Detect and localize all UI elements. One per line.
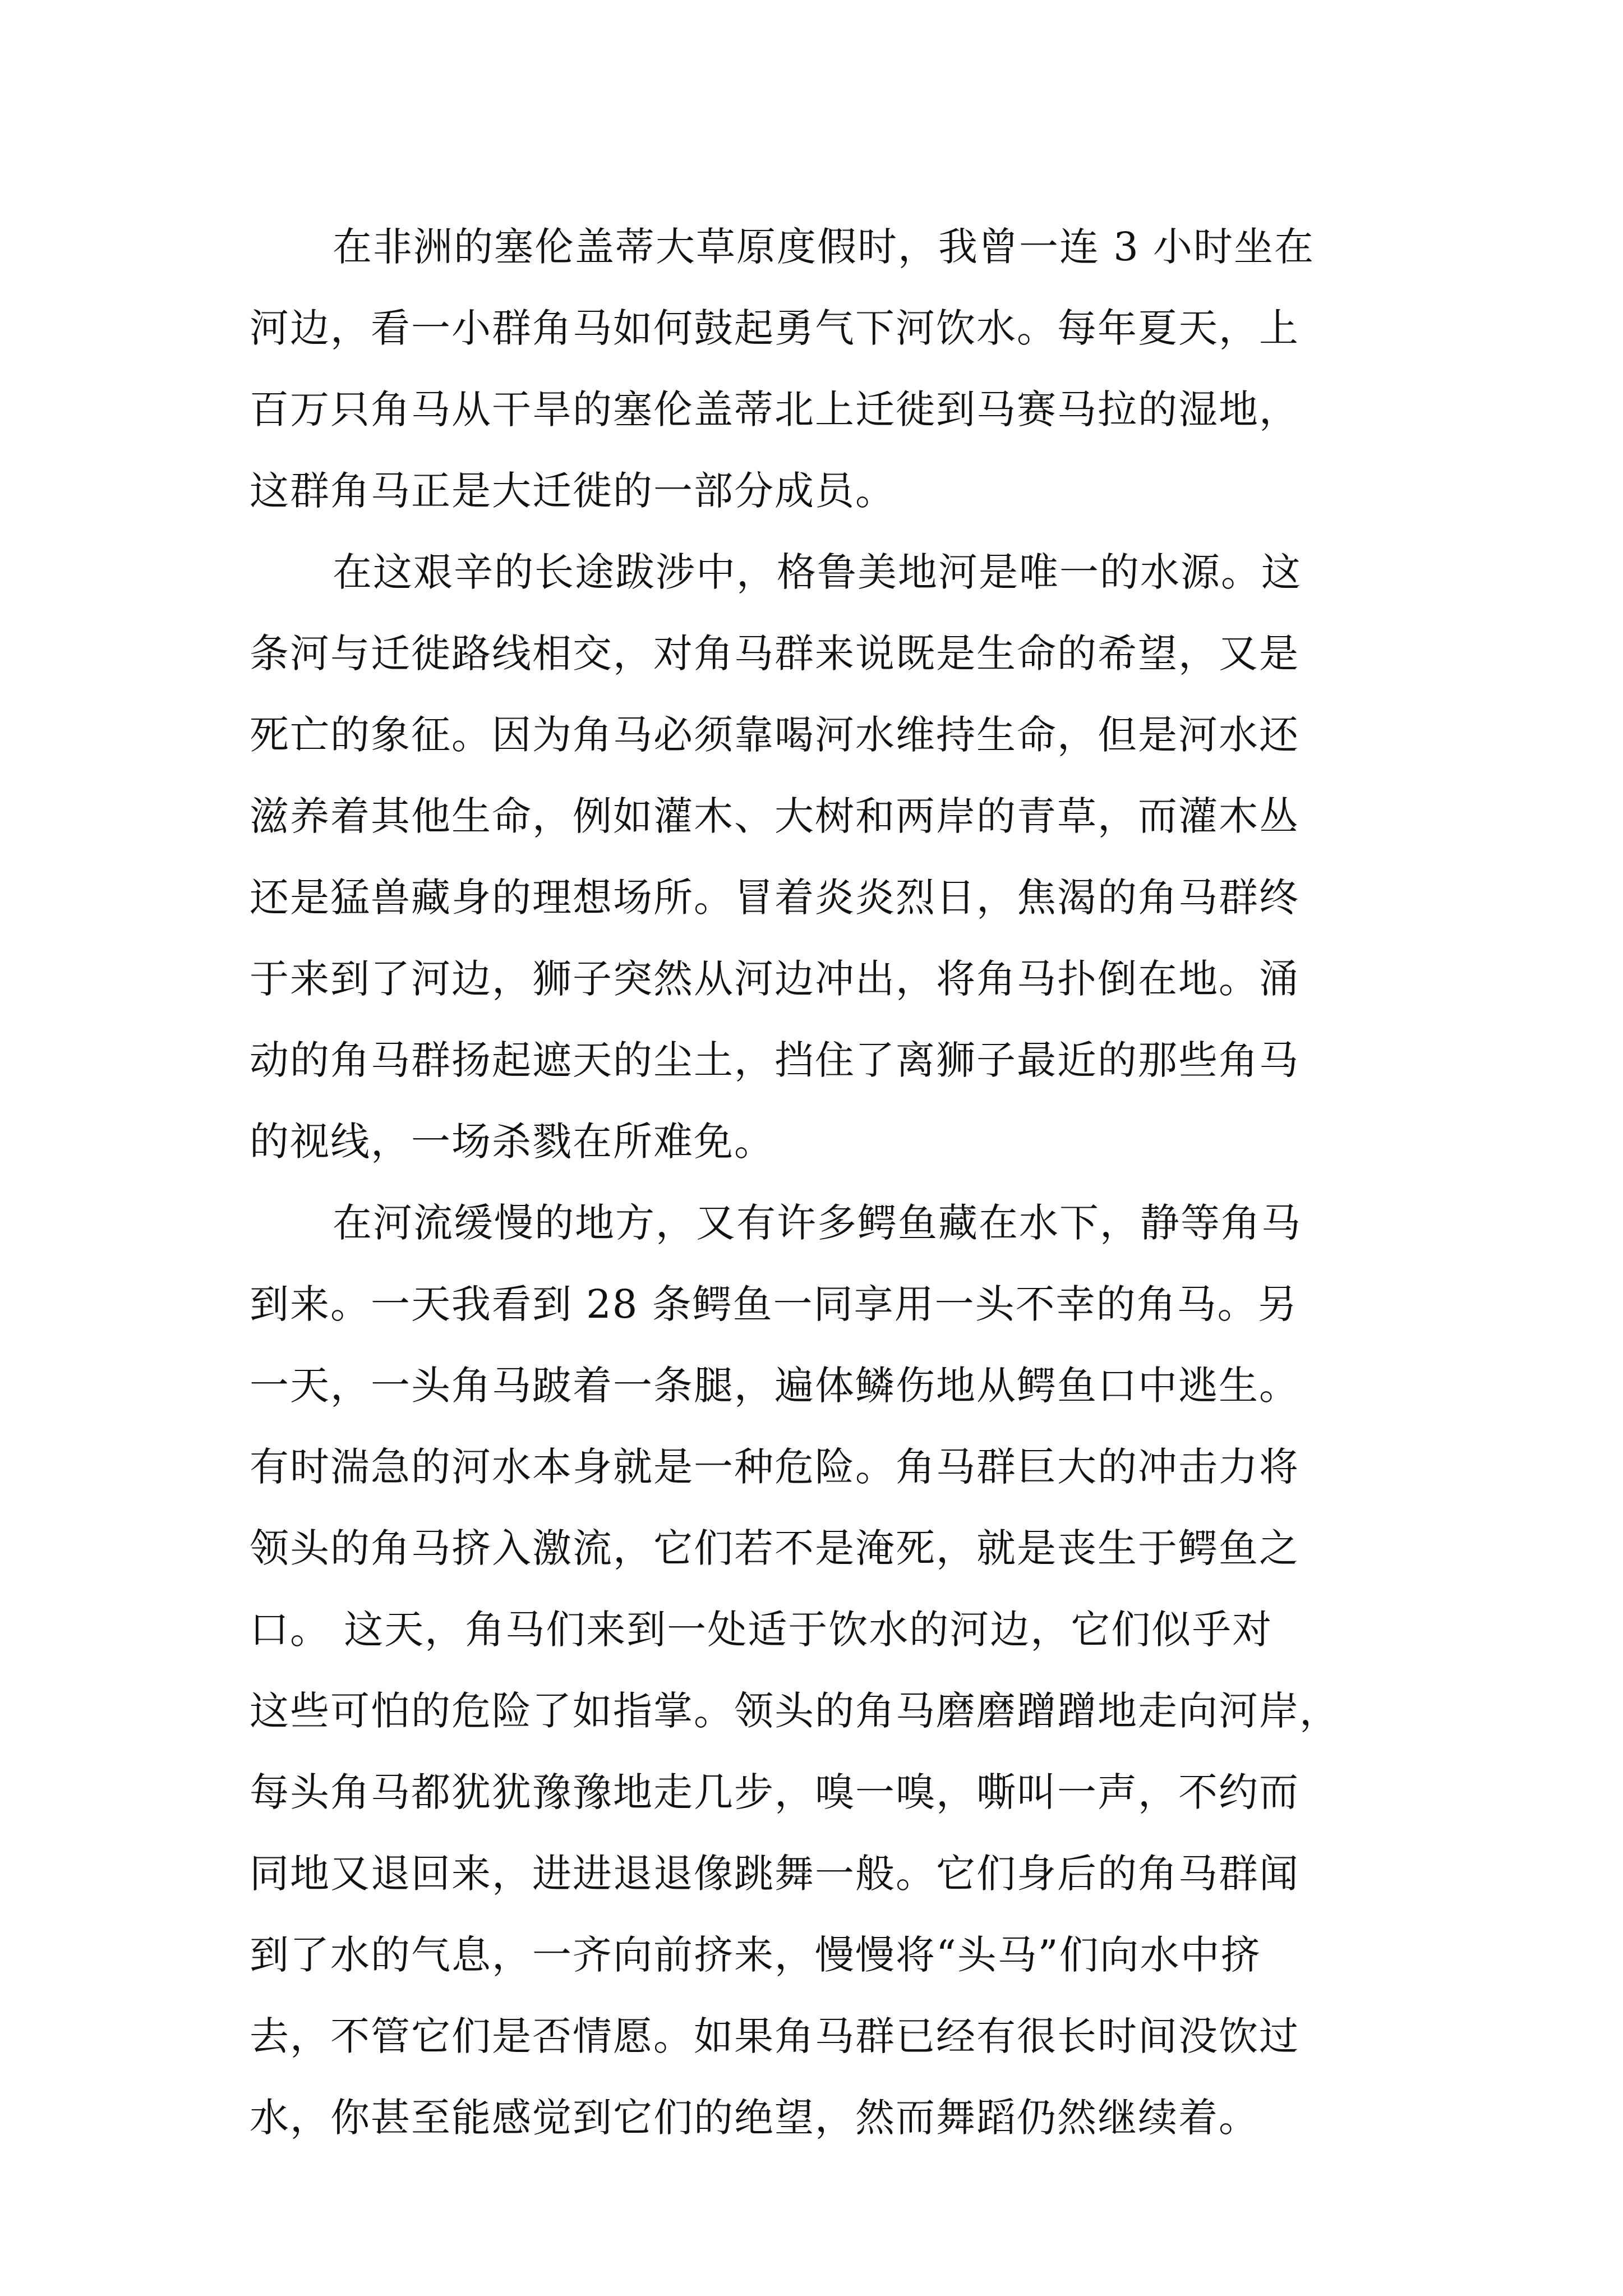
text-line: 于来到了河边，狮子突然从河边冲出，将角马扑倒在地。涌 (250, 956, 1299, 1002)
text-line: 河边，看一小群角马如何鼓起勇气下河饮水。每年夏天，上 (250, 305, 1299, 351)
text-line: 每头角马都犹犹豫豫地走几步，嗅一嗅，嘶叫一声，不约而 (250, 1769, 1299, 1815)
text-line: 百万只角马从干旱的塞伦盖蒂北上迁徙到马赛马拉的湿地， (250, 386, 1299, 432)
text-line: 领头的角马挤入激流，它们若不是淹死，就是丧生于鳄鱼之 (250, 1525, 1299, 1571)
text-line: 这群角马正是大迁徙的一部分成员。 (250, 468, 896, 514)
text-line: 死亡的象征。因为角马必须靠喝河水维持生命，但是河水还 (250, 712, 1299, 758)
text-line: 有时湍急的河水本身就是一种危险。角马群巨大的冲击力将 (250, 1444, 1299, 1490)
text-line: 在这艰辛的长途跋涉中，格鲁美地河是唯一的水源。这 (333, 549, 1302, 595)
text-line: 到了水的气息，一齐向前挤来，慢慢将“头马”们向水中挤 (250, 1932, 1261, 1978)
text-line: 条河与迁徙路线相交，对角马群来说既是生命的希望，又是 (250, 631, 1299, 677)
text-line: 的视线，一场杀戮在所难免。 (250, 1119, 774, 1165)
text-line: 同地又退回来，进进退退像跳舞一般。它们身后的角马群闻 (250, 1851, 1299, 1897)
text-line: 去，不管它们是否情愿。如果角马群已经有很长时间没饮过 (250, 2013, 1299, 2059)
text-line: 水，你甚至能感觉到它们的绝望，然而舞蹈仍然继续着。 (250, 2095, 1259, 2141)
text-line: 口。 这天，角马们来到一处适于饮水的河边，它们似乎对 (250, 1607, 1273, 1653)
text-line: 一天，一头角马跛着一条腿，遍体鳞伤地从鳄鱼口中逃生。 (250, 1363, 1299, 1409)
text-line: 滋养着其他生命，例如灌木、大树和两岸的青草，而灌木丛 (250, 793, 1299, 839)
text-line: 动的角马群扬起遮天的尘土，挡住了离狮子最近的那些角马 (250, 1037, 1299, 1083)
text-line: 在非洲的塞伦盖蒂大草原度假时，我曾一连 3 小时坐在 (333, 224, 1315, 270)
text-line: 到来。一天我看到 28 条鳄鱼一同享用一头不幸的角马。另 (250, 1281, 1298, 1327)
body-text (250, 206, 1394, 2159)
text-line: 还是猛兽藏身的理想场所。冒着炎炎烈日，焦渴的角马群终 (250, 875, 1299, 921)
text-line: 在河流缓慢的地方，又有许多鳄鱼藏在水下，静等角马 (333, 1200, 1302, 1246)
text-line: 这些可怕的危险了如指掌。领头的角马磨磨蹭蹭地走向河岸， (250, 1688, 1340, 1734)
